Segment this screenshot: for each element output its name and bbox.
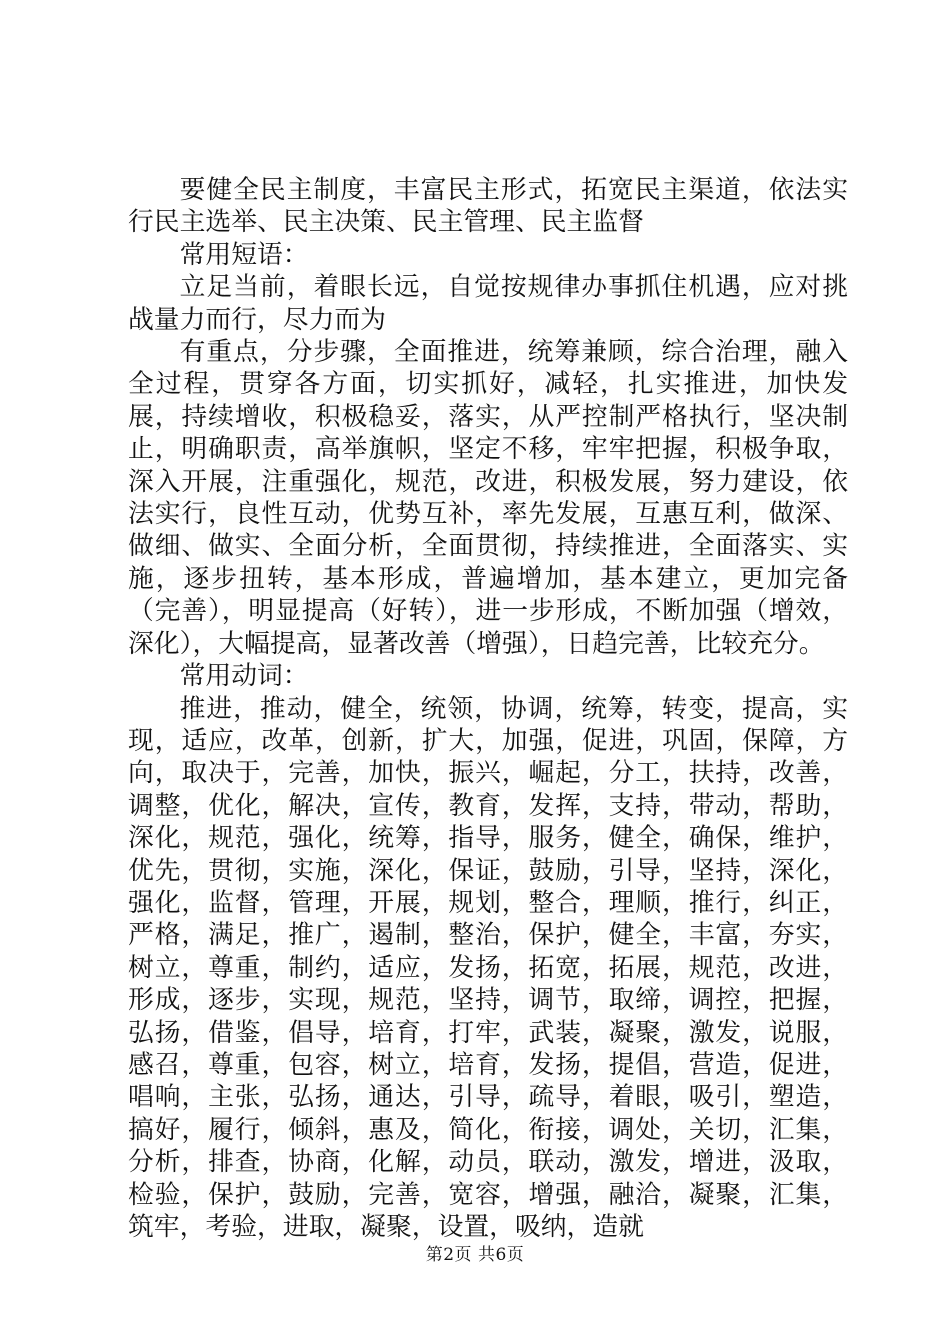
heading-common-phrases: 常用短语：: [179, 239, 309, 270]
paragraph-democracy: 要健全民主制度，丰富民主形式，拓宽民主渠道，依法实行民主选举、民主决策、民主管理、民主监督: [128, 175, 848, 238]
paragraph-phrases-list: 有重点，分步骤，全面推进，统筹兼顾，综合治理，融入全过程，贯穿各方面，切实抓好，减轻，扎实推进，加快发展，持续增收，积极稳妥，落实，从严控制严格执行，坚决制止，明确职责，高举旗帜，坚定不移，牢牢把握，积极争取，深入开展，注重强化，规范，改进，积极发展，努力建设，依法实行，良性互动，优势互补，率先发展，互惠互利，做深、做细、做实、全面分析，全面贯彻，持续推进，全面落实、实施，逐步扭转，基本形成，普遍增加，基本建立，更加完备（完善），明显提高（好转），进一步形成，不断加强（增效，深化），大幅提高，显著改善（增强），日趋完善，比较充分。: [128, 337, 848, 659]
paragraph-phrases-intro: 立足当前，着眼长远，自觉按规律办事抓住机遇，应对挑战量力而行，尽力而为: [128, 272, 848, 335]
heading-common-verbs: 常用动词：: [179, 661, 309, 692]
paragraph-verbs-list: 推进，推动，健全，统领，协调，统筹，转变，提高，实现，适应，改革，创新，扩大，加强，促进，巩固，保障，方向，取决于，完善，加快，振兴，崛起，分工，扶持，改善，调整，优化，解决，宣传，教育，发挥，支持，带动，帮助，深化，规范，强化，统筹，指导，服务，健全，确保，维护，优先，贯彻，实施，深化，保证，鼓励，引导，坚持，深化，强化，监督，管理，开展，规划，整合，理顺，推行，纠正，严格，满足，推广，遏制，整治，保护，健全，丰富，夯实，树立，尊重，制约，适应，发扬，拓宽，拓展，规范，改进，形成，逐步，实现，规范，坚持，调节，取缔，调控，把握，弘扬，借鉴，倡导，培育，打牢，武装，凝聚，激发，说服，感召，尊重，包容，树立，培育，发扬，提倡，营造，促进，唱响，主张，弘扬，通达，引导，疏导，着眼，吸引，塑造，搞好，履行，倾斜，惠及，简化，衔接，调处，关切，汇集，分析，排查，协商，化解，动员，联动，激发，增进，汲取，检验，保护，鼓励，完善，宽容，增强，融洽，凝聚，汇集，筑牢，考验，进取，凝聚，设置，吸纳，造就: [128, 693, 848, 1242]
page-number-footer: 第2页 共6页: [425, 1245, 525, 1265]
document-body: [128, 174, 848, 1243]
